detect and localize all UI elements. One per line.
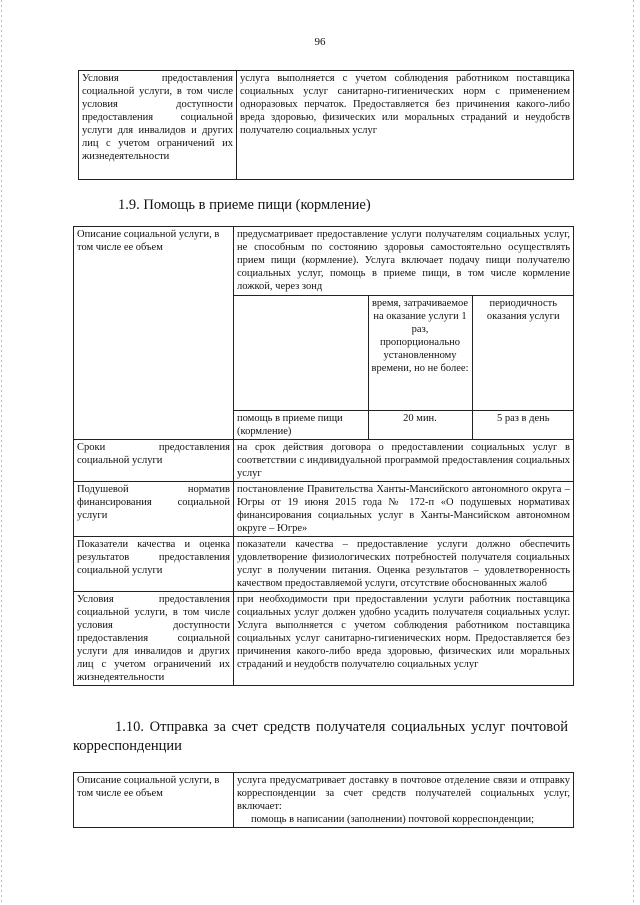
service-time-table bbox=[234, 295, 574, 439]
table-row bbox=[74, 773, 574, 828]
conditions-table-top bbox=[78, 70, 574, 180]
row-label: Условия предоставления социальной услуги, в том числе условия доступности предоставления социальной услуги для инвалидов и других лиц с учетом ограничений их жизнедеятельности bbox=[79, 71, 237, 180]
section-heading-1-9: 1.9. Помощь в приеме пищи (кормление) bbox=[118, 197, 371, 213]
row-value: постановление Правительства Ханты-Мансийского автономного округа – Югры от 19 июня 2015 года № 172-п «О подушевых нормативах финансирования социальных услуг в Ханты-Мансийском автономном округе – Югре» bbox=[234, 482, 574, 537]
column-header-frequency: периодичность оказания услуги bbox=[472, 296, 574, 411]
empty-cell bbox=[234, 296, 368, 411]
table-row bbox=[74, 537, 574, 592]
description-cell bbox=[234, 227, 574, 440]
description-text: услуга предусматривает доставку в почтовое отделение связи и отправку корреспонденции за счет средств получателей социальных услуг, включает: bbox=[237, 775, 570, 812]
table-row bbox=[234, 411, 574, 440]
service-name: помощь в приеме пищи (кормление) bbox=[234, 411, 368, 440]
description-item: помощь в написании (заполнении) почтовой корреспонденции; bbox=[251, 814, 535, 825]
table-row bbox=[79, 71, 574, 180]
row-label: Описание социальной услуги, в том числе ее объем bbox=[74, 227, 234, 440]
row-label: Описание социальной услуги, в том числе ее объем bbox=[74, 773, 234, 828]
table-row bbox=[74, 482, 574, 537]
service-frequency: 5 раз в день bbox=[472, 411, 574, 440]
row-label: Условия предоставления социальной услуги, в том числе условия доступности предоставления социальной услуги для инвалидов и других лиц с учетом ограничений их жизнедеятельности bbox=[74, 592, 234, 686]
description-cell bbox=[234, 773, 574, 828]
column-header-time: время, затрачиваемое на оказание услуги 1 раз, пропорционально установленному времени, но не более: bbox=[368, 296, 472, 411]
right-scan-edge bbox=[633, 0, 634, 905]
row-value: на срок действия договора о предоставлении социальных услуг в соответствии с индивидуальной программой предоставления социальных услуг bbox=[234, 440, 574, 482]
table-row bbox=[74, 227, 574, 440]
feeding-service-table bbox=[73, 226, 574, 686]
row-value: при необходимости при предоставлении услуги работник поставщика социальных услуг должен удобно усадить получателя социальных услуг. Услуга выполняется с учетом соблюдения работником поставщика социальных услуг санитарно-гигиенических норм. Предоставляется без причинения какого-либо вреда здоровью, физических или моральных страданий и неудобств получателю социальных услуг bbox=[234, 592, 574, 686]
left-scan-edge bbox=[1, 0, 2, 905]
service-time: 20 мин. bbox=[368, 411, 472, 440]
table-row bbox=[74, 440, 574, 482]
row-value: услуга выполняется с учетом соблюдения работником поставщика социальных услуг санитарно-гигиенических норм с применением одноразовых перчаток. Предоставляется без причинения какого-либо вреда здоровью, физических или моральных страданий и неудобств получателю социальных услуг bbox=[237, 71, 574, 180]
page-number: 96 bbox=[314, 36, 326, 48]
row-label: Сроки предоставления социальной услуги bbox=[74, 440, 234, 482]
row-label: Показатели качества и оценка результатов предоставления социальной услуги bbox=[74, 537, 234, 592]
mail-service-table bbox=[73, 772, 574, 828]
section-heading-1-10: 1.10. Отправка за счет средств получателя социальных услуг почтовой корреспонденции bbox=[73, 719, 568, 754]
description-text: предусматривает предоставление услуги получателям социальных услуг, не способным по состоянию здоровья самостоятельно осуществлять прием пищи (кормление). Услуга включает подачу пищи получателю социальных услуг, помощь в приеме пищи, в том числе кормление ложкой, через зонд bbox=[237, 229, 570, 292]
row-value: показатели качества – предоставление услуги должно обеспечить удовлетворение физиологических потребностей получателя социальных услуг в получении питания. Оценка результатов – удовлетворенность качеством предоставляемой услуги, отсутствие обоснованных жалоб bbox=[234, 537, 574, 592]
table-row bbox=[74, 592, 574, 686]
table-row bbox=[234, 296, 574, 411]
row-label: Подушевой норматив финансирования социальной услуги bbox=[74, 482, 234, 537]
